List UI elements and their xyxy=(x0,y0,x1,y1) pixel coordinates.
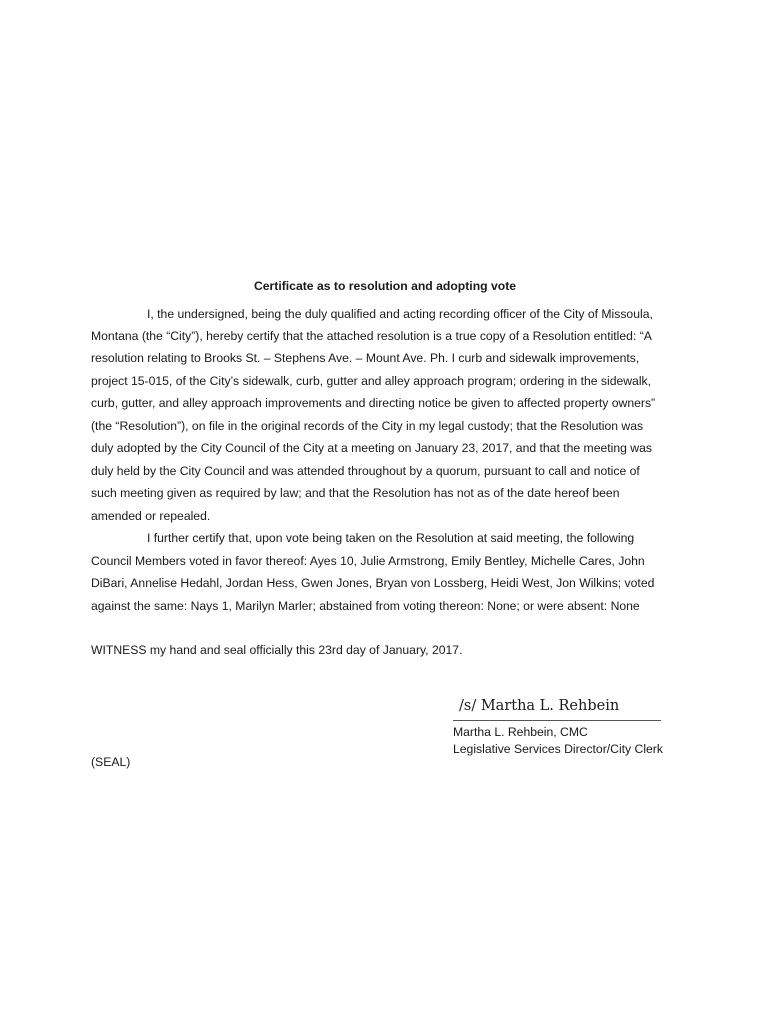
paragraph1-line-5: curb, gutter, and alley approach improvements and directing notice be given to affected property owners” xyxy=(91,396,656,410)
signature-script: /s/ Martha L. Rehbein xyxy=(459,698,620,714)
paragraph2-line-3: DiBari, Annelise Hedahl, Jordan Hess, Gwen Jones, Bryan von Lossberg, Heidi West, Jon Wilkins; voted xyxy=(91,576,655,590)
paragraph1-line-8: duly held by the City Council and was attended throughout by a quorum, pursuant to call and notice of xyxy=(91,464,640,478)
paragraph1-line-6: (the “Resolution”), on file in the original records of the City in my legal custody; that the Resolution was xyxy=(91,419,644,433)
signer-name: Martha L. Rehbein, CMC xyxy=(453,725,588,739)
witness-statement: WITNESS my hand and seal officially this 23rd day of January, 2017. xyxy=(91,643,463,657)
paragraph1-line-2: Montana (the “City”), hereby certify that the attached resolution is a true copy of a Resolution entitled: “A xyxy=(91,329,652,343)
paragraph1-line-10: amended or repealed. xyxy=(91,509,211,523)
paragraph1-line-1: I, the undersigned, being the duly qualified and acting recording officer of the City of Missoula, xyxy=(147,307,653,321)
paragraph1-line-4: project 15-015, of the City’s sidewalk, curb, gutter and alley approach program; ordering in the sidewalk, xyxy=(91,374,652,388)
paragraph1-line-3: resolution relating to Brooks St. – Stephens Ave. – Mount Ave. Ph. I curb and sidewalk improvements, xyxy=(91,351,640,365)
paragraph2-line-2: Council Members voted in favor thereof: Ayes 10, Julie Armstrong, Emily Bentley, Michelle Cares, John xyxy=(91,554,645,568)
paragraph2-line-4: against the same: Nays 1, Marilyn Marler; abstained from voting thereon: None; or were absent: None xyxy=(91,599,640,613)
document-title: Certificate as to resolution and adopting vote xyxy=(253,279,517,293)
signature-line xyxy=(453,720,661,721)
seal-label: (SEAL) xyxy=(91,755,131,769)
paragraph1-line-7: duly adopted by the City Council of the City at a meeting on January 23, 2017, and that the meeting was xyxy=(91,441,652,455)
signer-position: Legislative Services Director/City Clerk xyxy=(453,742,663,756)
paragraph2-line-1: I further certify that, upon vote being taken on the Resolution at said meeting, the following xyxy=(147,531,635,545)
paragraph1-line-9: such meeting given as required by law; and that the Resolution has not as of the date hereof been xyxy=(91,486,620,500)
